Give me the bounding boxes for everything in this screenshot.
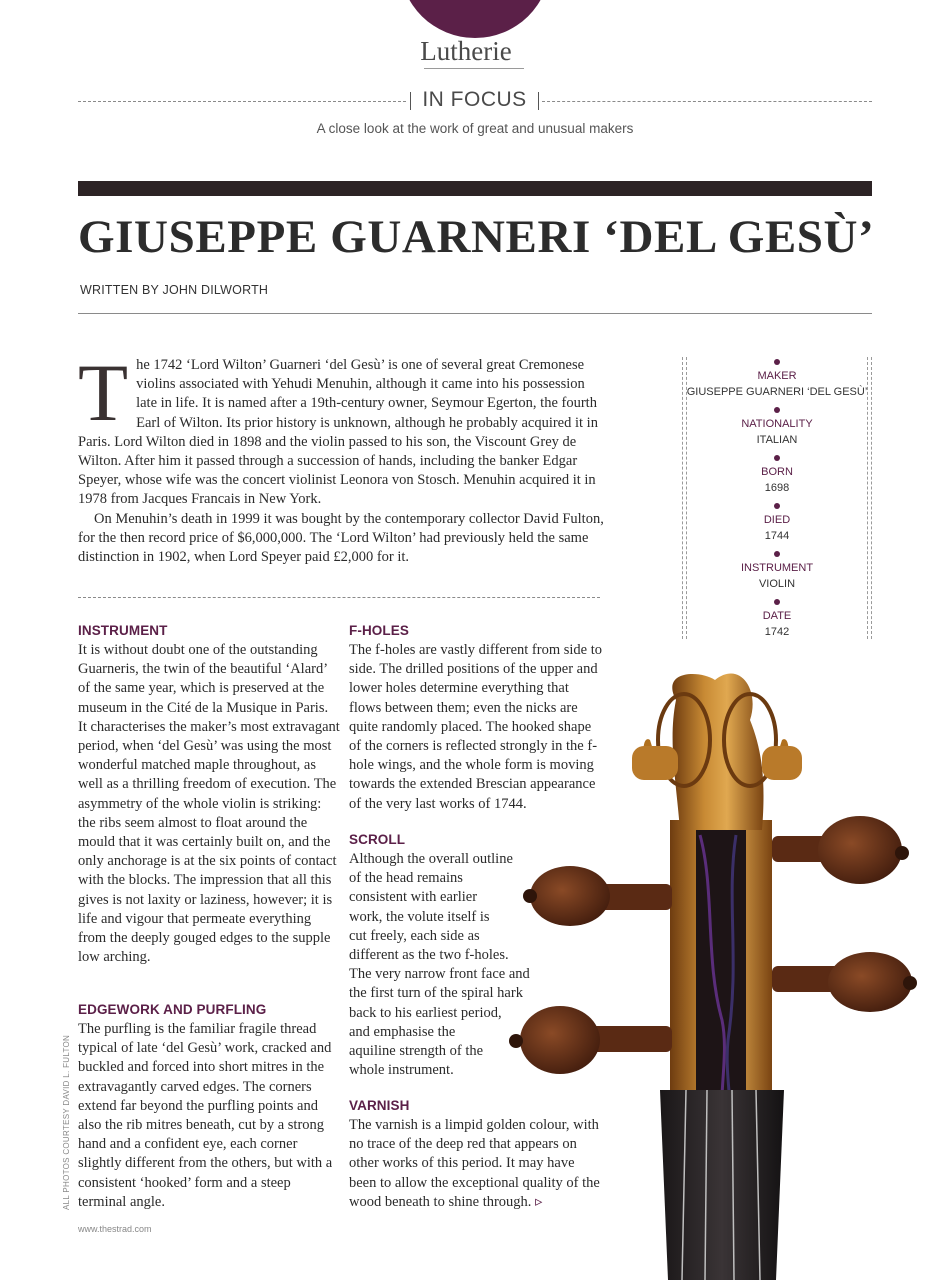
scroll-line: whole instrument. <box>349 1062 454 1079</box>
intro-paragraph-2: On Menuhin’s death in 1999 it was bought by the contemporary collector David Fulton, for the then record price of $6,000,000. The ‘Lord Wilton’ had previously held the same distinction in 1902, when Lord Speyer paid £2,000 for it. <box>78 510 604 566</box>
focus-divider-right <box>542 101 872 102</box>
byline-divider <box>78 313 872 314</box>
fact-value: 1742 <box>764 626 790 638</box>
facts-sidebar <box>682 357 872 639</box>
fact-value: GIUSEPPE GUARNERI ‘DEL GESÙ’ <box>686 386 868 398</box>
bullet-dot-icon <box>774 455 780 461</box>
bullet-dot-icon <box>774 359 780 365</box>
byline: WRITTEN BY JOHN DILWORTH <box>80 283 269 297</box>
in-focus-subtitle: A close look at the work of great and unusual makers <box>316 121 634 136</box>
fact-value: 1744 <box>764 530 790 542</box>
fact-nationality <box>682 407 872 448</box>
focus-divider-left <box>78 101 406 102</box>
in-focus-label: IN FOCUS <box>422 88 527 111</box>
continue-arrow-icon: ▹ <box>531 1193 543 1210</box>
fact-value: ITALIAN <box>756 434 798 446</box>
footer-site: www.thestrad.com <box>78 1224 152 1234</box>
scroll-line: The very narrow front face and <box>349 966 530 983</box>
fact-label: NATIONALITY <box>741 418 813 430</box>
fact-label: DIED <box>763 514 791 526</box>
scroll-line: aquiline strength of the <box>349 1043 484 1060</box>
section-underline <box>424 68 524 69</box>
peg-upper-right <box>772 816 909 884</box>
scroll-line: back to his earliest period, <box>349 1004 502 1021</box>
text-f-holes: The f-holes are vastly different from side to side. The drilled positions of the upper and lower holes determine everything that flows between them; even the nicks are quite randomly placed. The hooked shape of the corners is reflected strongly in the f-hole wings, and the whole form is moving towards the extended Brescian appearance of the very last works of 1744. <box>349 642 602 812</box>
text-edgework: The purfling is the familiar fragile thread typical of late ‘del Gesù’ work, cracked and buckled and forced into short mitres in the extravagantly carved edges. The corners extend far beyond the purfling points and also the rib mitres beneath, cut by a strong hand and a confident eye, each corner slightly different from the others, but with a consistent ‘hooked’ form and a steep terminal angle. <box>78 1021 333 1210</box>
scroll-line: cut freely, each side as <box>349 927 480 944</box>
fingerboard <box>660 1090 784 1280</box>
bullet-dot-icon <box>774 407 780 413</box>
heading-varnish: VARNISH <box>349 1098 410 1113</box>
heading-edgework: EDGEWORK AND PURFLING <box>78 1002 267 1017</box>
intro-divider <box>78 597 600 598</box>
fact-label: MAKER <box>757 370 797 382</box>
photo-credit-text: ALL PHOTOS COURTESY DAVID L. FULTON <box>62 1034 71 1210</box>
drop-cap: T <box>78 347 129 438</box>
fact-born <box>682 455 872 496</box>
scroll-head <box>672 674 763 830</box>
scroll-line: consistent with earlier <box>349 889 478 906</box>
scroll-line: work, the volute itself is <box>349 908 490 925</box>
text-scroll <box>349 850 549 1080</box>
header-circle-ornament <box>400 0 550 38</box>
text-varnish <box>349 1116 604 1212</box>
fact-date <box>682 599 872 640</box>
intro-paragraph-1 <box>78 347 604 510</box>
scroll-line: of the head remains <box>349 870 463 887</box>
fact-label: INSTRUMENT <box>740 562 814 574</box>
bullet-dot-icon <box>774 503 780 509</box>
varnish-body: The varnish is a limpid golden colour, with no trace of the deep red that appears on other works of this period. It may have been to allow the exceptional quality of the wood beneath to shine through. <box>349 1117 600 1210</box>
text-instrument: It is without doubt one of the outstanding Guarneris, the twin of the beautiful ‘Alard’ of the same year, which is preserved at the museum in the Cité de la Musique in Paris. It characterises the maker’s most extravagant period, when ‘del Gesù’ was using the most wonderful matched maple throughout, as well as a thrilling freedom of execution. The asymmetry of the whole violin is striking: the ribs seem almost to float around the mould that it was certainly built on, and the only anchorage is at the six points of contact with the blocks. The impression that all this gives is not laxity or laziness, however; it is life and vigour that permeate everything from the deeply gouged edges to the supple low arching. <box>78 642 340 966</box>
article-title: GIUSEPPE GUARNERI ‘DEL GESÙ’ <box>78 211 875 263</box>
heading-instrument: INSTRUMENT <box>78 623 168 638</box>
bullet-dot-icon <box>774 599 780 605</box>
fact-died <box>682 503 872 544</box>
intro-paragraph-1-text: he 1742 ‘Lord Wilton’ Guarneri ‘del Gesù’ is one of several great Cremonese violins associated with Yehudi Menuhin, although it came into his possession late in life. It is named after a 19th-century owner, Seymour Egerton, the fourth Earl of Wilton. Its prior history is unknown, although he probably acquired it in Paris. Lord Wilton died in 1898 and the violin passed to his son, the Viscount Grey de Wilton. After him it passed through a succession of hands, including the banker Edgar Speyer, whose wife was the concert violinist Leonora von Stosch. Menuhin acquired it in 1978 from Jacques Francais in New York. <box>78 357 598 508</box>
fact-instrument <box>682 551 872 592</box>
fact-value: VIOLIN <box>758 578 796 590</box>
heading-f-holes: F-HOLES <box>349 623 409 638</box>
scroll-line: the first turn of the spiral hark <box>349 985 523 1002</box>
fact-maker <box>682 359 872 400</box>
intro-text <box>78 347 604 567</box>
peg-lower-right <box>772 952 917 1012</box>
section-name: Lutherie <box>420 36 512 66</box>
scroll-line: different as the two f-holes. <box>349 947 509 964</box>
scroll-line: and emphasise the <box>349 1023 456 1040</box>
fact-label: BORN <box>761 466 793 478</box>
bullet-dot-icon <box>774 551 780 557</box>
scroll-line: Although the overall outline <box>349 851 513 867</box>
focus-bar-right <box>538 92 539 110</box>
heading-scroll: SCROLL <box>349 832 406 847</box>
fact-label: DATE <box>762 610 792 622</box>
title-bar <box>78 181 872 196</box>
fact-value: 1698 <box>764 482 790 494</box>
